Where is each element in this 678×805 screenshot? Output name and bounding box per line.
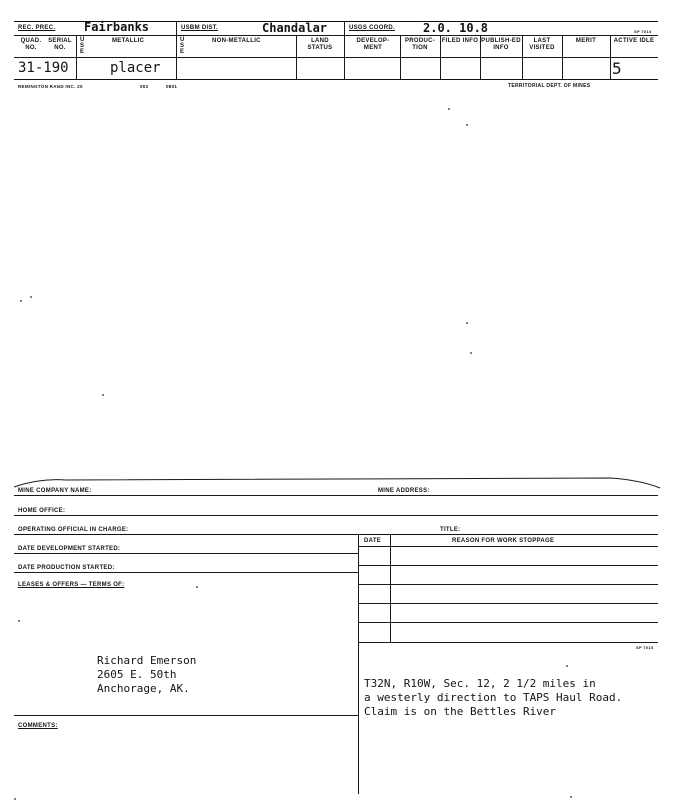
metallic-value: placer bbox=[110, 60, 161, 76]
scan-speck bbox=[196, 586, 198, 588]
territorial-dept: TERRITORIAL DEPT. OF MINES bbox=[508, 83, 591, 89]
owner-street: 2605 E. 50th bbox=[97, 668, 177, 681]
left-right-divider bbox=[358, 534, 359, 794]
mine-company-line bbox=[14, 495, 658, 496]
form-code-top: SP 7014 bbox=[634, 29, 652, 34]
title-label: TITLE: bbox=[440, 527, 461, 533]
stoppage-header-line bbox=[358, 546, 658, 547]
row-bottom bbox=[14, 79, 658, 80]
stoppage-row-line bbox=[358, 584, 658, 585]
scan-speck bbox=[14, 798, 16, 800]
col-land-status: LAND STATUS bbox=[307, 38, 333, 51]
home-office-line bbox=[14, 515, 658, 516]
scan-speck bbox=[470, 352, 472, 354]
hdr-vline-2 bbox=[344, 21, 345, 79]
home-office-label: HOME OFFICE: bbox=[18, 508, 66, 514]
rec-prec-value: Fairbanks bbox=[84, 20, 150, 34]
printer-code-2: 0801 bbox=[166, 84, 178, 89]
col-vline-use2 bbox=[296, 35, 297, 79]
col-production: PRODUC-TION bbox=[404, 38, 436, 51]
col-quad-no: QUAD. NO. bbox=[20, 38, 42, 51]
usgs-coord-value: 2.0. 10.8 bbox=[423, 21, 489, 35]
printer-code-1: 002 bbox=[140, 84, 149, 89]
usbm-dist-value: Chandalar bbox=[262, 21, 328, 35]
stoppage-row-line bbox=[358, 622, 658, 623]
col-vline-merit bbox=[562, 35, 563, 79]
scan-speck bbox=[466, 322, 468, 324]
date-dev-line bbox=[14, 553, 358, 554]
stoppage-row-line bbox=[358, 565, 658, 566]
mine-company-label: MINE COMPANY NAME: bbox=[18, 488, 92, 494]
scan-speck bbox=[448, 108, 450, 110]
col-published-info: PUBLISH-ED INFO bbox=[481, 38, 521, 51]
col-development: DEVELOP-MENT bbox=[356, 38, 390, 51]
col-non-metallic: NON-METALLIC bbox=[212, 38, 261, 44]
quad-serial-value: 31-190 bbox=[18, 60, 69, 76]
location-line-1: T32N, R10W, Sec. 12, 2 1/2 miles in bbox=[364, 677, 596, 690]
scan-speck bbox=[466, 124, 468, 126]
col-serial-no: SERIAL NO. bbox=[48, 38, 72, 51]
date-dev-started-label: DATE DEVELOPMENT STARTED: bbox=[18, 546, 121, 552]
usbm-dist-label: USBM DIST. bbox=[181, 25, 219, 31]
date-prod-line bbox=[14, 572, 358, 573]
scan-speck bbox=[20, 300, 22, 302]
col-metallic: METALLIC bbox=[112, 38, 145, 44]
leases-offers-label: LEASES & OFFERS — TERMS OF: bbox=[18, 582, 125, 588]
printer-label: REMINGTON RAND INC. 20 bbox=[18, 84, 83, 89]
operating-line bbox=[14, 534, 658, 535]
owner-city: Anchorage, AK. bbox=[97, 682, 190, 695]
card-curve-edge bbox=[0, 474, 678, 494]
scan-speck bbox=[570, 796, 572, 798]
col-use-2: U S E bbox=[180, 37, 185, 55]
owner-name: Richard Emerson bbox=[97, 654, 197, 667]
date-prod-started-label: DATE PRODUCTION STARTED: bbox=[18, 565, 115, 571]
col-merit: MERIT bbox=[575, 38, 597, 44]
stoppage-row-line bbox=[358, 603, 658, 604]
date-col-divider bbox=[390, 534, 391, 642]
rec-prec-label: REC. PREC. bbox=[18, 25, 56, 31]
comments-label: COMMENTS: bbox=[18, 723, 58, 729]
location-line-3: Claim is on the Bettles River bbox=[364, 705, 557, 718]
location-line-2: a westerly direction to TAPS Haul Road. bbox=[364, 691, 623, 704]
col-use-1: U S E bbox=[80, 37, 85, 55]
usgs-coord-label: USGS COORD. bbox=[349, 25, 395, 31]
col-vline-active bbox=[610, 35, 611, 79]
form-code-bottom: SP 7015 bbox=[636, 645, 654, 650]
scan-speck bbox=[566, 665, 568, 667]
col-vline-serial bbox=[76, 35, 77, 79]
hdr-vline-1 bbox=[176, 21, 177, 79]
col-filed-info: FILED INFO bbox=[441, 38, 479, 44]
col-last-visited: LAST VISITED bbox=[529, 38, 555, 51]
reason-col-header: REASON FOR WORK STOPPAGE bbox=[452, 538, 555, 544]
col-active-idle: ACTIVE IDLE bbox=[613, 38, 655, 44]
scan-speck bbox=[18, 620, 20, 622]
operating-official-label: OPERATING OFFICIAL IN CHARGE: bbox=[18, 527, 129, 533]
mine-address-label: MINE ADDRESS: bbox=[378, 488, 430, 494]
comments-top-line bbox=[14, 715, 358, 716]
merit-mark: 5 bbox=[612, 59, 622, 78]
scan-speck bbox=[102, 394, 104, 396]
scan-speck bbox=[30, 296, 32, 298]
stoppage-bottom-line bbox=[358, 642, 658, 643]
date-col-header: DATE bbox=[364, 538, 382, 544]
